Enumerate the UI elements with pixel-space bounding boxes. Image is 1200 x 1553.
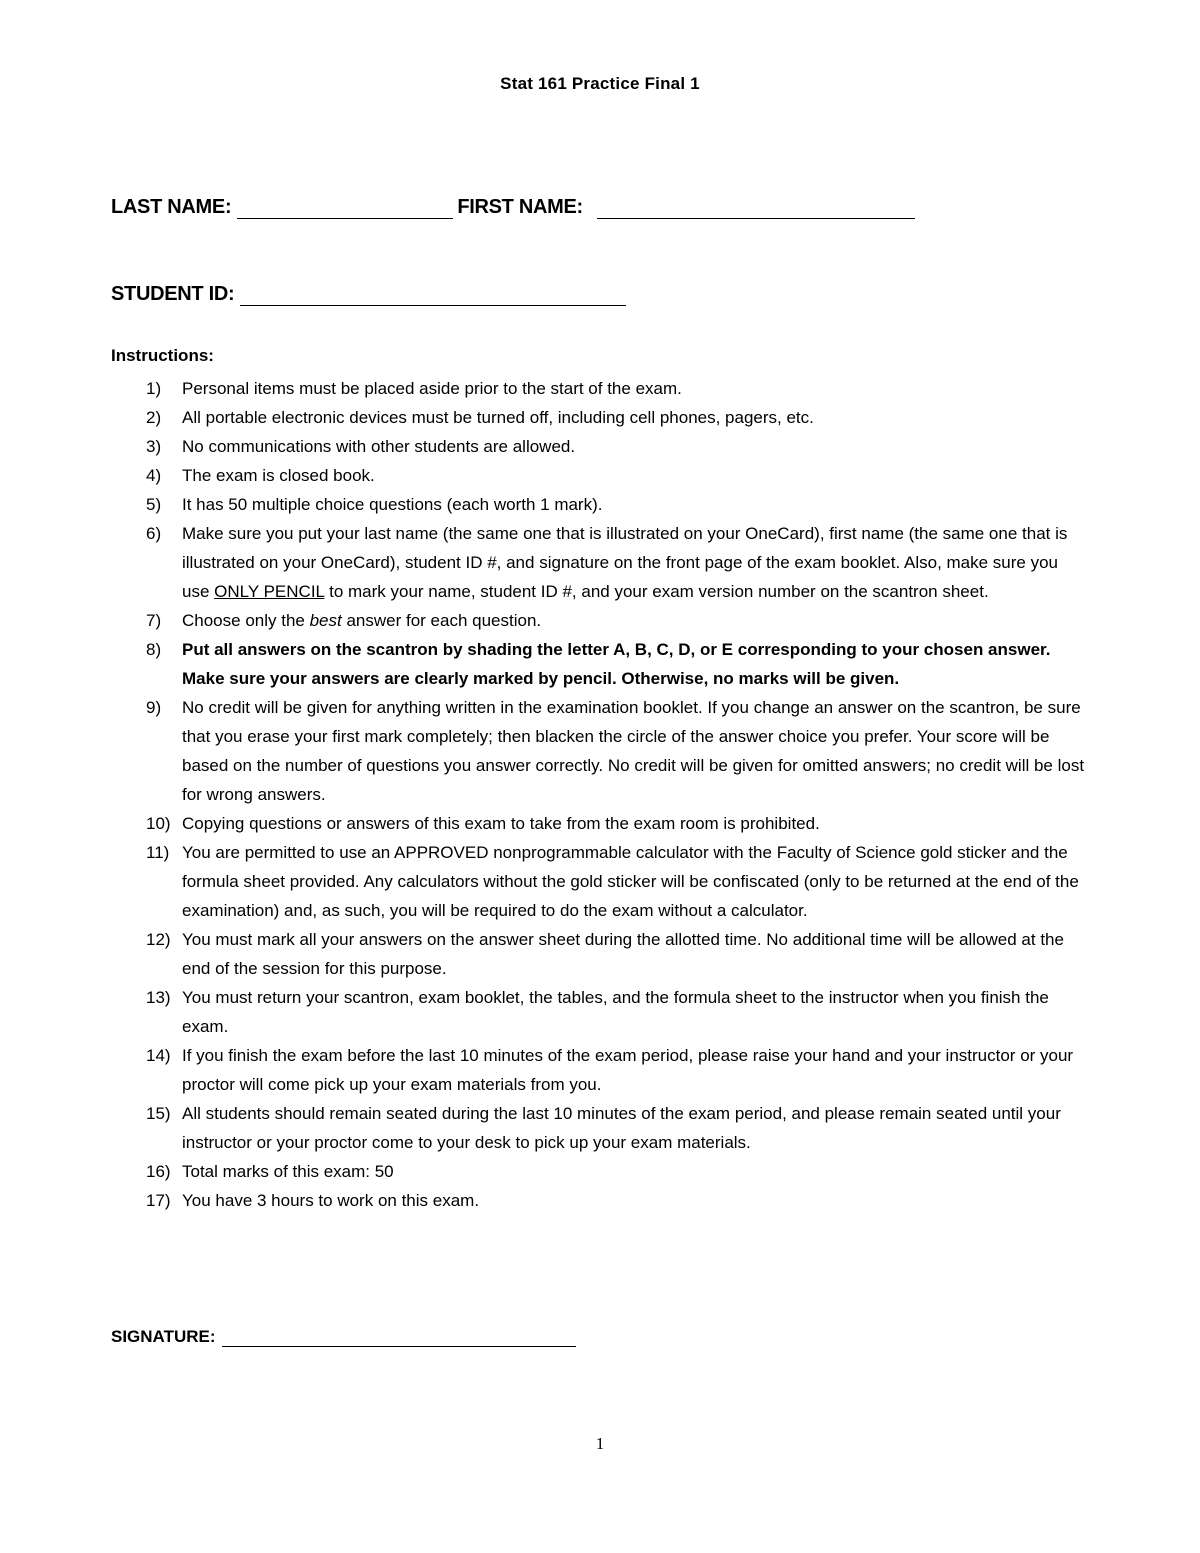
list-item [111, 461, 1086, 490]
item-number: 4) [146, 466, 162, 485]
list-item [111, 490, 1086, 519]
item-number: 12) [146, 930, 171, 949]
item-text: Put all answers on the scantron by shading the letter A, B, C, D, or E corresponding to your chosen answer. Make sure your answers are clearly marked by pencil. Otherwise, no marks will be given. [182, 640, 1051, 688]
item-text: No credit will be given for anything written in the examination booklet. If you change an answer on the scantron, be sure that you erase your first mark completely; then blacken the circle of the answer choice you prefer. Your score will be based on the number of questions you answer correctly. No credit will be given for omitted answers; no credit will be lost for wrong answers. [182, 698, 1085, 804]
instructions-list [111, 374, 1086, 1215]
list-item [111, 1186, 1086, 1215]
item-text: If you finish the exam before the last 10 minutes of the exam period, please raise your hand and your instructor or your proctor will come pick up your exam materials from you. [182, 1046, 1074, 1094]
list-item [111, 809, 1086, 838]
item-number: 13) [146, 988, 171, 1007]
underlined-text: ONLY PENCIL [214, 582, 325, 601]
first-name-blank[interactable] [597, 198, 915, 219]
signature-label: SIGNATURE: [111, 1327, 216, 1346]
item-text [182, 519, 1086, 606]
list-item [111, 925, 1086, 983]
signature-blank[interactable] [222, 1328, 576, 1347]
list-item [111, 693, 1086, 809]
page-number: 1 [595, 1434, 605, 1453]
item-number: 6) [146, 524, 162, 543]
list-item [111, 1099, 1086, 1157]
item-number: 17) [146, 1191, 171, 1210]
item-number: 10) [146, 814, 171, 833]
signature-row [111, 1327, 576, 1347]
last-name-blank[interactable] [237, 198, 453, 219]
item-number: 8) [146, 640, 162, 659]
item-text: No communications with other students are allowed. [182, 437, 576, 456]
item-text: Total marks of this exam: 50 [182, 1162, 394, 1181]
item-text: You must return your scantron, exam booklet, the tables, and the formula sheet to the instructor when you finish the exam. [182, 988, 1049, 1036]
item-number: 14) [146, 1046, 171, 1065]
item-number: 16) [146, 1162, 171, 1181]
item-text-part: answer for each question. [341, 611, 542, 630]
item-text: It has 50 multiple choice questions (each worth 1 mark). [182, 495, 603, 514]
list-item [111, 1157, 1086, 1186]
item-text: You are permitted to use an APPROVED nonprogrammable calculator with the Faculty of Science gold sticker and the formula sheet provided. Any calculators without the gold sticker will be confiscated (only to be returned at the end of the examination) and, as such, you will be required to do the exam without a calculator. [182, 843, 1079, 920]
list-item [111, 635, 1086, 693]
item-text-part: Choose only the [182, 611, 310, 630]
item-text: You have 3 hours to work on this exam. [182, 1191, 480, 1210]
item-text-part: Make sure you put your last name (the same one that is illustrated on your OneCard), first name (the same one that is illustrated on your OneCard), student ID #, and signature on the front page of the exam booklet. Also, make sure you use [182, 524, 1068, 601]
name-fields-row [111, 196, 915, 219]
item-text: Personal items must be placed aside prior to the start of the exam. [182, 379, 682, 398]
item-number: 15) [146, 1104, 171, 1123]
item-text-part: to mark your name, student ID #, and your exam version number on the scantron sheet. [324, 582, 989, 601]
list-item [111, 403, 1086, 432]
list-item [111, 606, 1086, 635]
italic-text: best [309, 611, 342, 630]
item-text: You must mark all your answers on the answer sheet during the allotted time. No additional time will be allowed at the end of the session for this purpose. [182, 930, 1064, 978]
first-name-label: FIRST NAME: [457, 196, 583, 218]
item-number: 9) [146, 698, 162, 717]
list-item [111, 983, 1086, 1041]
item-text: All students should remain seated during the last 10 minutes of the exam period, and please remain seated until your instructor or your proctor come to your desk to pick up your exam materials. [182, 1104, 1061, 1152]
item-text: Copying questions or answers of this exam to take from the exam room is prohibited. [182, 814, 820, 833]
list-item [111, 1041, 1086, 1099]
student-id-row [111, 283, 626, 306]
last-name-label: LAST NAME: [111, 196, 232, 218]
list-item [111, 838, 1086, 925]
list-item [111, 374, 1086, 403]
page-title: Stat 161 Practice Final 1 [500, 74, 700, 93]
item-text [182, 606, 1086, 635]
student-id-blank[interactable] [240, 285, 626, 306]
student-id-label: STUDENT ID: [111, 283, 235, 305]
list-item [111, 432, 1086, 461]
item-number: 7) [146, 611, 162, 630]
item-text: The exam is closed book. [182, 466, 375, 485]
item-number: 11) [146, 843, 170, 862]
item-number: 3) [146, 437, 162, 456]
item-number: 5) [146, 495, 162, 514]
item-number: 2) [146, 408, 162, 427]
item-text: All portable electronic devices must be turned off, including cell phones, pagers, etc. [182, 408, 814, 427]
list-item [111, 519, 1086, 606]
instructions-heading: Instructions: [111, 346, 214, 365]
item-number: 1) [146, 379, 162, 398]
